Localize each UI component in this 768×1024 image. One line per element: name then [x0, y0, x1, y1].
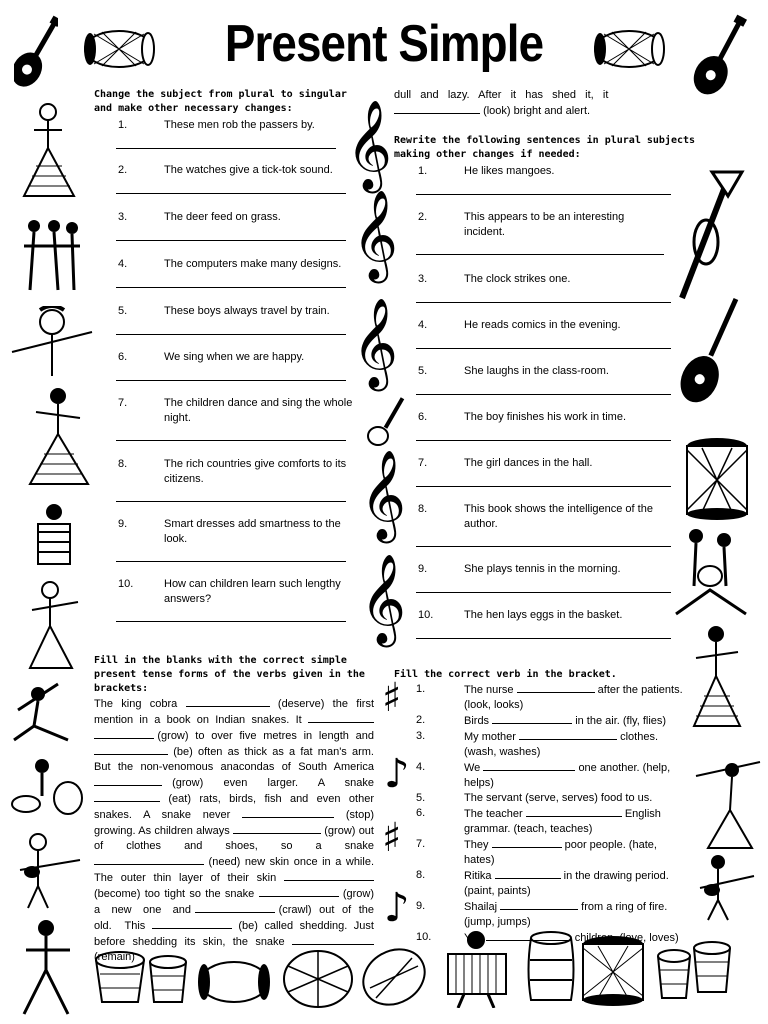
- drummer-figure-icon: [10, 756, 86, 822]
- paragraph-text: (stop) growing. As children always: [94, 809, 374, 837]
- exercise-item: [94, 304, 356, 350]
- item-text: This appears to be an interesting incident.: [464, 211, 625, 238]
- item-text: You: [464, 932, 483, 944]
- continued-line: [394, 103, 676, 119]
- item-text: The computers make many designs.: [164, 258, 342, 270]
- item-number: 8.: [118, 458, 128, 470]
- answer-blank[interactable]: [195, 902, 275, 913]
- item-number: 5.: [418, 365, 428, 377]
- item-text: My mother: [464, 731, 516, 743]
- item-text: These boys always travel by train.: [164, 305, 330, 317]
- item-number: 8.: [418, 503, 428, 515]
- exercise-item: [394, 868, 690, 899]
- paragraph-text: (eat) rats, birds, fish and even other snakes. A snake never: [94, 793, 374, 821]
- answer-line[interactable]: [416, 302, 671, 303]
- treble-clef-icon: 𝄞: [360, 554, 407, 644]
- item-text: in the drawing period. (paint, paints): [464, 870, 669, 897]
- item-text: The watches give a tick-tok sound.: [164, 164, 333, 176]
- sharp-icon: ♯: [382, 815, 402, 861]
- paragraph-text: (remain): [94, 951, 135, 963]
- answer-line[interactable]: [416, 486, 671, 487]
- answer-line[interactable]: [116, 287, 346, 288]
- item-number: 1.: [416, 683, 426, 695]
- drum-icon: [82, 26, 156, 72]
- paragraph-text: (become) too tight so the snake: [94, 888, 255, 900]
- answer-blank[interactable]: [242, 807, 334, 818]
- item-number: 9.: [416, 900, 426, 912]
- answer-blank[interactable]: [186, 696, 270, 707]
- answer-blank[interactable]: [495, 868, 561, 879]
- item-text: He likes mangoes.: [464, 165, 555, 177]
- paragraph-text: (be) called shedding. Just before shedding its skin, the snake: [94, 920, 374, 948]
- answer-line[interactable]: [416, 348, 671, 349]
- item-number: 5.: [118, 305, 128, 317]
- answer-blank[interactable]: [519, 729, 617, 740]
- section-heading: Rewrite the following sentences in plural subjects making other changes if needed:: [394, 135, 696, 160]
- answer-line[interactable]: [116, 240, 346, 241]
- paragraph-text: (grow) a new one and: [94, 888, 384, 916]
- item-number: 6.: [416, 807, 426, 819]
- treble-clef-icon: 𝄞: [352, 190, 399, 280]
- item-number: 7.: [118, 397, 128, 409]
- answer-line[interactable]: [416, 638, 671, 639]
- exercise-item: [394, 164, 724, 210]
- paragraph-text: The king cobra: [94, 698, 178, 710]
- answer-blank[interactable]: [483, 760, 575, 771]
- dancer-figure-icon: [690, 756, 766, 852]
- exercise-item: [394, 713, 690, 729]
- item-number: 1.: [418, 165, 428, 177]
- item-number: 5.: [416, 792, 426, 804]
- exercise-item: [94, 257, 356, 304]
- answer-blank[interactable]: [94, 728, 154, 739]
- tabla-icon: [654, 936, 734, 1006]
- exercise-item: [94, 577, 356, 627]
- item-text: Shailaj: [464, 901, 498, 913]
- answer-blank[interactable]: [394, 103, 480, 114]
- answer-line[interactable]: [416, 394, 671, 395]
- exercise-item: [94, 163, 356, 210]
- answer-blank[interactable]: [152, 918, 232, 929]
- group-figures-icon: [14, 216, 84, 296]
- section-fill-paragraph: [94, 654, 384, 965]
- exercise-item: [94, 396, 356, 457]
- item-number: 2.: [416, 714, 426, 726]
- item-text: The teacher: [464, 808, 523, 820]
- exercise-item: [394, 837, 690, 868]
- paragraph-text: (deserve) the first mention in a book on Indian snakes. It: [94, 698, 374, 726]
- exercise-item: [394, 760, 690, 791]
- item-number: 1.: [118, 119, 128, 131]
- answer-blank[interactable]: [517, 682, 595, 693]
- music-note-icon: ♪: [384, 885, 410, 931]
- answer-blank[interactable]: [94, 775, 162, 786]
- dancer-figure-icon: [24, 384, 94, 494]
- paragraph-text: (crawl) out of the old. This: [94, 904, 381, 932]
- answer-line[interactable]: [416, 440, 671, 441]
- exercise-item: [94, 118, 356, 163]
- answer-line[interactable]: [116, 193, 346, 194]
- paragraph-text: (grow) out of clothes and shoes, so a snake: [94, 825, 381, 852]
- item-number: 10.: [118, 578, 134, 590]
- item-text: She plays tennis in the morning.: [464, 563, 621, 575]
- treble-clef-icon: 𝄞: [346, 100, 393, 190]
- exercise-item: [94, 457, 356, 517]
- item-text: He reads comics in the evening.: [464, 319, 621, 331]
- item-number: 2.: [418, 211, 428, 223]
- item-text: Birds: [464, 715, 490, 727]
- answer-blank[interactable]: [94, 854, 204, 865]
- drum-icon: [196, 958, 272, 1006]
- item-text: These men rob the passers by.: [164, 119, 315, 131]
- answer-line[interactable]: [116, 621, 346, 622]
- item-number: 6.: [418, 411, 428, 423]
- snake-paragraph: [94, 696, 384, 965]
- answer-line[interactable]: [416, 254, 664, 255]
- item-text: We sing when we are happy.: [164, 351, 305, 363]
- item-text: Smart dresses add smartness to the look.: [164, 518, 341, 545]
- item-text: How can children learn such lengthy answers?: [164, 578, 341, 605]
- item-text: The servant (serve, serves) food to us.: [464, 792, 653, 804]
- dancer-figure-icon: [14, 100, 84, 204]
- section-plural-subjects: [394, 134, 724, 648]
- item-text: The boy finishes his work in time.: [464, 411, 627, 423]
- answer-blank[interactable]: [308, 712, 374, 723]
- item-text: after the patients. (look, looks): [464, 684, 683, 711]
- paragraph-text: (grow) to over five metres in length and: [157, 730, 374, 742]
- section-plural-to-singular: [94, 88, 356, 627]
- item-number: 7.: [418, 457, 428, 469]
- item-text: in the air. (fly, flies): [575, 715, 667, 727]
- music-note-icon: ♪: [384, 751, 410, 797]
- item-text: We: [464, 762, 481, 774]
- exercise-item: [394, 210, 724, 272]
- continued-line: dull and lazy. After it has shed it, it: [394, 89, 609, 101]
- page-title: Present Simple: [224, 15, 544, 73]
- exercise-item: [394, 729, 690, 760]
- exercise-item: [394, 791, 690, 806]
- item-text: from a ring of fire. (jump, jumps): [464, 901, 668, 928]
- section-correct-verb: [394, 668, 690, 946]
- item-number: 10.: [418, 609, 434, 621]
- item-text: The deer feed on grass.: [164, 211, 281, 223]
- dancer-figure-icon: [14, 916, 80, 1016]
- exercise-item: [394, 364, 724, 410]
- guitarist-figure-icon: [696, 852, 756, 922]
- continued-text-part: (look) bright and alert.: [483, 105, 591, 117]
- item-text: English grammar. (teach, teaches): [464, 808, 661, 835]
- answer-line[interactable]: [416, 592, 671, 593]
- item-text: The clock strikes one.: [464, 273, 571, 285]
- answer-blank[interactable]: [259, 886, 339, 897]
- answer-blank[interactable]: [500, 899, 578, 910]
- item-number: 3.: [118, 211, 128, 223]
- item-text: She laughs in the class-room.: [464, 365, 609, 377]
- exercise-item: [394, 930, 690, 946]
- treble-clef-icon: 𝄞: [360, 450, 407, 540]
- answer-blank[interactable]: [492, 837, 562, 848]
- item-text: The girl dances in the hall.: [464, 457, 593, 469]
- section-heading: Change the subject from plural to singular and make other necessary changes:: [94, 89, 347, 114]
- guitar-icon: [688, 12, 754, 104]
- exercise-item: [394, 272, 724, 318]
- item-number: 4.: [118, 258, 128, 270]
- paragraph-text: (need) new skin once in a while. The outer thin layer of their skin: [94, 856, 374, 884]
- dancer-figure-icon: [8, 680, 74, 746]
- item-number: 9.: [118, 518, 128, 530]
- answer-blank[interactable]: [94, 744, 168, 755]
- exercise-item: [394, 410, 724, 456]
- treble-clef-icon: 𝄞: [352, 298, 399, 388]
- exercise-item: [394, 502, 724, 562]
- item-number: 3.: [416, 730, 426, 742]
- paragraph-text: (grow) even larger. A snake: [172, 777, 374, 789]
- section-heading: Fill in the blanks with the correct simple present tense forms of the verbs given in the brackets:: [94, 655, 365, 694]
- answer-line[interactable]: [416, 194, 671, 195]
- item-text: children. (love, loves): [574, 932, 679, 944]
- exercise-item: [94, 517, 356, 577]
- item-text: The rich countries give comforts to its citizens.: [164, 458, 347, 485]
- sharp-icon: ♯: [382, 675, 402, 721]
- item-text: Ritika: [464, 870, 492, 882]
- answer-blank[interactable]: [292, 934, 374, 945]
- item-number: 4.: [418, 319, 428, 331]
- exercise-item: [394, 899, 690, 930]
- answer-blank[interactable]: [526, 806, 622, 817]
- item-text: The children dance and sing the whole night.: [164, 397, 353, 424]
- answer-line[interactable]: [116, 501, 346, 502]
- answer-blank[interactable]: [284, 870, 374, 881]
- dancer-figure-icon: [22, 580, 82, 672]
- answer-blank[interactable]: [492, 713, 572, 724]
- answer-line[interactable]: [116, 334, 346, 335]
- drummer-figure-icon: [30, 502, 76, 572]
- exercise-item: [394, 318, 724, 364]
- exercise-item: [394, 806, 690, 837]
- paragraph-text: (be) often as thick as a fat man's arm. But the non-venomous anacondas of South America: [94, 746, 374, 773]
- exercise-item: [394, 562, 724, 608]
- item-number: 4.: [416, 761, 426, 773]
- section-heading: Fill the correct verb in the bracket.: [394, 669, 617, 680]
- drum-icon: [592, 26, 666, 72]
- answer-blank[interactable]: [486, 930, 572, 941]
- continued-text: [394, 88, 676, 119]
- answer-line[interactable]: [116, 380, 346, 381]
- exercise-item: [394, 456, 724, 502]
- answer-line[interactable]: [116, 440, 346, 441]
- item-text: clothes. (wash, washes): [464, 731, 659, 758]
- guitarist-figure-icon: [14, 830, 84, 910]
- item-text: poor people. (hate, hates): [464, 839, 657, 866]
- item-text: The nurse: [464, 684, 514, 696]
- singer-figure-icon: [8, 306, 98, 378]
- item-number: 3.: [418, 273, 428, 285]
- exercise-item: [94, 350, 356, 396]
- item-text: They: [464, 839, 489, 851]
- guitar-icon: [14, 12, 58, 96]
- item-number: 6.: [118, 351, 128, 363]
- answer-line[interactable]: [116, 561, 346, 562]
- item-text: This book shows the intelligence of the author.: [464, 503, 653, 530]
- item-text: The hen lays eggs in the basket.: [464, 609, 623, 621]
- item-number: 7.: [416, 838, 426, 850]
- item-number: 8.: [416, 869, 426, 881]
- item-number: 10.: [416, 931, 432, 943]
- exercise-item: [394, 682, 690, 713]
- answer-line[interactable]: [116, 148, 336, 149]
- item-number: 9.: [418, 563, 428, 575]
- item-text: one another. (help, helps): [464, 762, 671, 789]
- answer-blank[interactable]: [233, 823, 321, 834]
- answer-blank[interactable]: [94, 791, 160, 802]
- item-number: 2.: [118, 164, 128, 176]
- exercise-item: [394, 608, 724, 648]
- exercise-item: [94, 210, 356, 257]
- answer-line[interactable]: [416, 546, 671, 547]
